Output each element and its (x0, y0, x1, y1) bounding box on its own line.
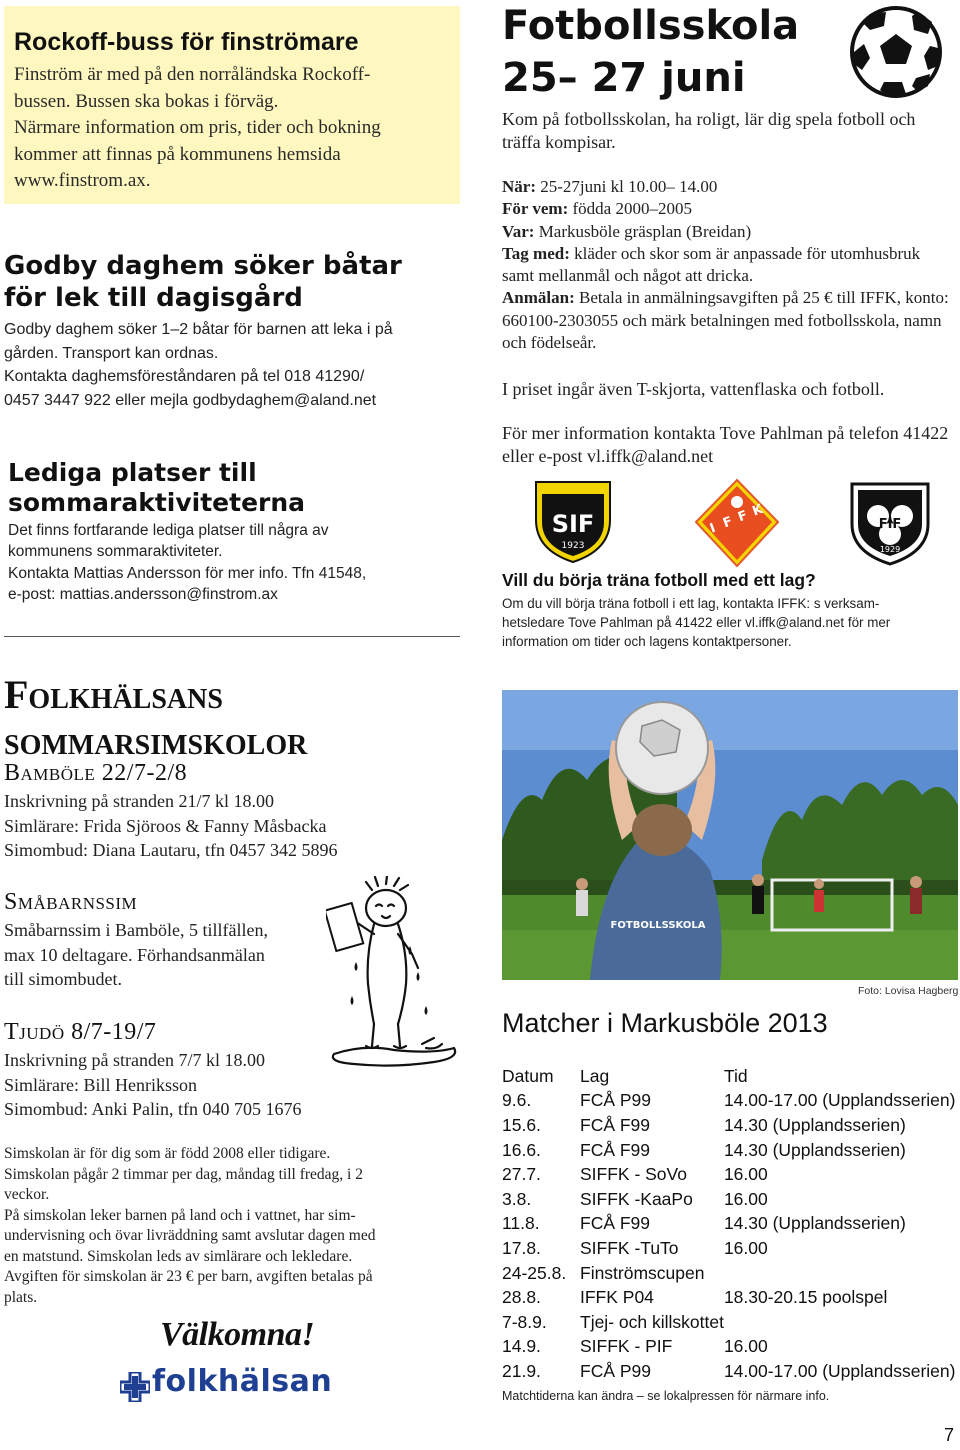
text-line: plats. (4, 1288, 38, 1306)
text-line: Om du vill börja träna fotboll i ett lag, kontakta IFFK: s verksam- (502, 596, 880, 611)
fotbollsskola-intro: Kom på fotbollsskolan, ha roligt, lär dig spela fotboll och träffa kompisar. (502, 109, 916, 152)
cell-team: SIFFK -TuTo (580, 1237, 679, 1258)
bamboele-body (4, 789, 464, 863)
detail-bring: Tag med: kläder och skor som är anpassade för utomhusbruk samt mellanmål och något att dricka. (502, 243, 921, 286)
title-line: sommarsimskolor (4, 718, 308, 763)
table-row (502, 1335, 955, 1360)
text-line: information om tider och lagens kontaktpersoner. (502, 634, 792, 649)
contact-note: För mer information kontakta Tove Pahlman på telefon 41422 eller e-post vl.iffk@aland.net (502, 423, 949, 466)
matcher-note: Matchtiderna kan ändra – se lokalpressen för närmare info. (502, 1389, 830, 1403)
table-row (502, 1310, 955, 1335)
text-line: Finström är med på den norråländska Rockoff- (14, 64, 371, 85)
simskola-info (4, 1144, 462, 1308)
smabarn-body (4, 918, 324, 992)
text-line: Godby daghem söker 1–2 båtar för barnen att leka i på (4, 321, 393, 338)
cell-date: 9.6. (502, 1090, 532, 1111)
text-line: kommer att finnas på kommunens hemsida (14, 143, 341, 165)
column-divider (4, 636, 460, 637)
text-line: Simlärare: Frida Sjöroos & Fanny Måsbacka (4, 815, 327, 836)
sif-logo (532, 478, 614, 566)
table-row (502, 1261, 955, 1286)
cell-date: 3.8. (502, 1188, 532, 1209)
logo-text: folkhälsan (152, 1364, 333, 1399)
cell-date: 27.7. (502, 1164, 541, 1185)
cell-team: FCÅ F99 (580, 1139, 651, 1160)
text-line: Simombud: Anki Palin, tfn 040 705 1676 (4, 1099, 302, 1119)
cell-time (724, 1310, 956, 1335)
sif-logo-text: SIF (551, 510, 595, 538)
cell-date: 14.9. (502, 1336, 541, 1357)
smabarn-heading: Småbarnssim (4, 889, 138, 915)
website-link[interactable]: www.finstrom.ax. (14, 170, 151, 191)
cell-date: 7-8.9. (502, 1311, 547, 1332)
cell-team: Tjej- och killskottet (580, 1311, 724, 1332)
cell-team: SIFFK - SoVo (580, 1164, 687, 1185)
text-line: undervisning och övar livräddning samt avslutar dagen med (4, 1227, 376, 1244)
football-icon (848, 4, 944, 100)
shirt-text: FOTBOLLSSKOLA (610, 920, 706, 931)
detail-for-whom: För vem: födda 2000–2005 (502, 199, 692, 219)
header-team: Lag (580, 1065, 610, 1086)
vill-body (502, 594, 952, 651)
text-line: Kontakta daghemsföreståndaren på tel 018 41290/ (4, 368, 365, 386)
vill-title: Vill du börja träna fotboll med ett lag? (502, 570, 816, 590)
cell-time: 14.30 (Upplandsserien) (723, 1213, 906, 1234)
matcher-title: Matcher i Markusböle 2013 (502, 1008, 828, 1038)
text-line: Inskrivning på stranden 7/7 kl 18.00 (4, 1050, 265, 1070)
godby-title (4, 250, 464, 314)
tjudo-heading: Tjudö 8/7-19/7 (4, 1019, 157, 1045)
text-line: bussen. Bussen ska bokas i förväg. (14, 90, 279, 112)
title-line: 25– 27 juni (502, 55, 746, 101)
fif-logo (848, 480, 932, 566)
text-line: Småbarnssim i Bamböle, 5 tillfällen, (4, 920, 268, 940)
detail-when: När: 25-27juni kl 10.00– 14.00 (502, 177, 718, 196)
iffk-logo (694, 478, 780, 568)
text-line: Avgiften för simskolan är 23 € per barn, avgiften betalas på (4, 1268, 373, 1285)
contact-line: e-post: mattias.andersson@finstrom.ax (8, 585, 278, 603)
title-line: sommaraktiviteterna (8, 488, 306, 517)
text-line: en matstund. Simskolan leds av simlärare och lekledare. (4, 1247, 353, 1265)
cell-time: 14.00-17.00 (Upplandsserien) (723, 1090, 956, 1111)
text-line: Simlärare: Bill Henriksson (4, 1074, 197, 1095)
cell-time: 14.00-17.00 (Upplandsserien) (723, 1360, 956, 1381)
table-row (502, 1138, 955, 1163)
cell-team: IFFK P04 (580, 1287, 654, 1308)
tjudo-body (4, 1048, 464, 1122)
sif-logo-year: 1923 (561, 541, 585, 551)
header-date: Datum (502, 1065, 554, 1086)
iffk-letter: K (750, 501, 766, 520)
detail-where: Var: Markusböle gräsplan (Breidan) (502, 221, 752, 241)
fif-logo-text: FIF (878, 517, 902, 532)
valkomna-text: Välkomna! (160, 1316, 315, 1353)
detail-registration: Anmälan: Betala in anmälningsavgiften på 25 € till IFFK, konto: 660100-2303055 och märk betalningen med fotbollsskola, namn och födelseår. (502, 288, 949, 353)
bamboele-heading: Bamböle 22/7-2/8 (4, 760, 188, 786)
text-line: Simskolan pågår 2 timmar per dag, måndag till fredag, i 2 (4, 1165, 363, 1183)
text-line: På simskolan leker barnen på land och i vattnet, har sim- (4, 1206, 356, 1224)
cell-team: FCÅ P99 (580, 1360, 651, 1381)
cell-date: 16.6. (502, 1139, 541, 1160)
rockoff-body (14, 62, 454, 195)
cell-date: 17.8. (502, 1237, 541, 1258)
page-number: 7 (944, 1425, 955, 1445)
lediga-title (8, 458, 460, 518)
table-row (502, 1212, 955, 1237)
text-line: Inskrivning på stranden 21/7 kl 18.00 (4, 791, 274, 811)
table-row (502, 1162, 955, 1187)
table-row (502, 1089, 955, 1114)
cell-date: 21.9. (502, 1360, 541, 1381)
text-line: till simombudet. (4, 969, 123, 989)
godby-body (4, 318, 460, 412)
table-row (502, 1285, 955, 1310)
matcher-table (502, 1064, 955, 1384)
cell-team: SIFFK - PIF (580, 1336, 673, 1357)
title-line: Folkhälsans (4, 672, 223, 717)
text-line: hetsledare Tove Pahlman på 41422 eller vl.iffk@aland.net för mer (502, 615, 891, 630)
cell-team: SIFFK -KaaPo (580, 1188, 693, 1209)
cell-team: FCÅ F99 (580, 1114, 651, 1135)
text-line: Närmare information om pris, tider och bokning (14, 117, 381, 138)
text-line: veckor. (4, 1186, 50, 1203)
text-line: gården. Transport kan ordnas. (4, 344, 219, 362)
cell-team: Finströmscupen (580, 1262, 705, 1283)
rockoff-box (4, 6, 460, 204)
rockoff-title: Rockoff-buss för finströmare (14, 28, 359, 56)
cell-time: 14.30 (Upplandsserien) (723, 1139, 906, 1160)
cell-team: FCÅ P99 (580, 1090, 651, 1111)
header-time: Tid (723, 1065, 748, 1086)
cell-team: FCÅ F99 (580, 1213, 651, 1234)
table-row (502, 1359, 955, 1384)
title-line: Lediga platser till (8, 458, 257, 487)
price-note: I priset ingår även T-skjorta, vattenflaska och fotboll. (502, 379, 885, 399)
cross-icon (120, 1372, 150, 1402)
cell-date: 11.8. (502, 1213, 540, 1234)
iffk-letter: I (707, 520, 718, 537)
text-line: Det finns fortfarande lediga platser till några av (8, 522, 329, 539)
text-line: max 10 deltagare. Förhandsanmälan (4, 944, 265, 965)
fotbollsskola-details (502, 176, 952, 354)
cell-date: 24-25.8. (502, 1262, 567, 1283)
cell-date: 15.6. (502, 1114, 541, 1135)
cell-time: 16.00 (723, 1336, 768, 1357)
table-header-row (502, 1064, 955, 1089)
cell-time: 16.00 (723, 1188, 768, 1209)
photo-credit: Foto: Lovisa Hagberg (858, 985, 959, 997)
swimmer-cartoon-illustration (326, 876, 462, 1074)
table-row (502, 1113, 955, 1138)
title-line: Fotbollsskola (502, 3, 800, 49)
cell-time: 16.00 (723, 1237, 768, 1258)
title-line: för lek till dagisgård (4, 283, 303, 313)
football-school-photo (502, 690, 958, 980)
fif-logo-year: 1929 (879, 545, 901, 554)
cell-time: 16.00 (723, 1164, 768, 1185)
text-line: kommunens sommaraktiviteter. (8, 543, 223, 561)
title-line: Godby daghem söker båtar (4, 251, 402, 281)
lediga-body (8, 520, 460, 605)
fotbollsskola-title (502, 0, 832, 104)
iffk-letter: F (721, 514, 735, 532)
text-line: Simombud: Diana Lautaru, tfn 0457 342 5896 (4, 840, 338, 860)
text-line: Simskolan är för dig som är född 2008 eller tidigare. (4, 1145, 331, 1162)
folkhalsan-logo (120, 1366, 374, 1406)
cell-time (724, 1261, 956, 1286)
cell-time: 14.30 (Upplandsserien) (723, 1114, 906, 1135)
cell-date: 28.8. (502, 1287, 541, 1308)
table-row (502, 1236, 955, 1261)
folkhalsan-title (4, 672, 464, 764)
table-row (502, 1187, 955, 1212)
contact-line: 0457 3447 922 eller mejla godbydaghem@aland.net (4, 391, 377, 409)
iffk-letter: F (736, 508, 750, 526)
cell-time: 18.30-20.15 poolspel (723, 1287, 888, 1308)
text-line: Kontakta Mattias Andersson för mer info. Tfn 41548, (8, 564, 367, 582)
